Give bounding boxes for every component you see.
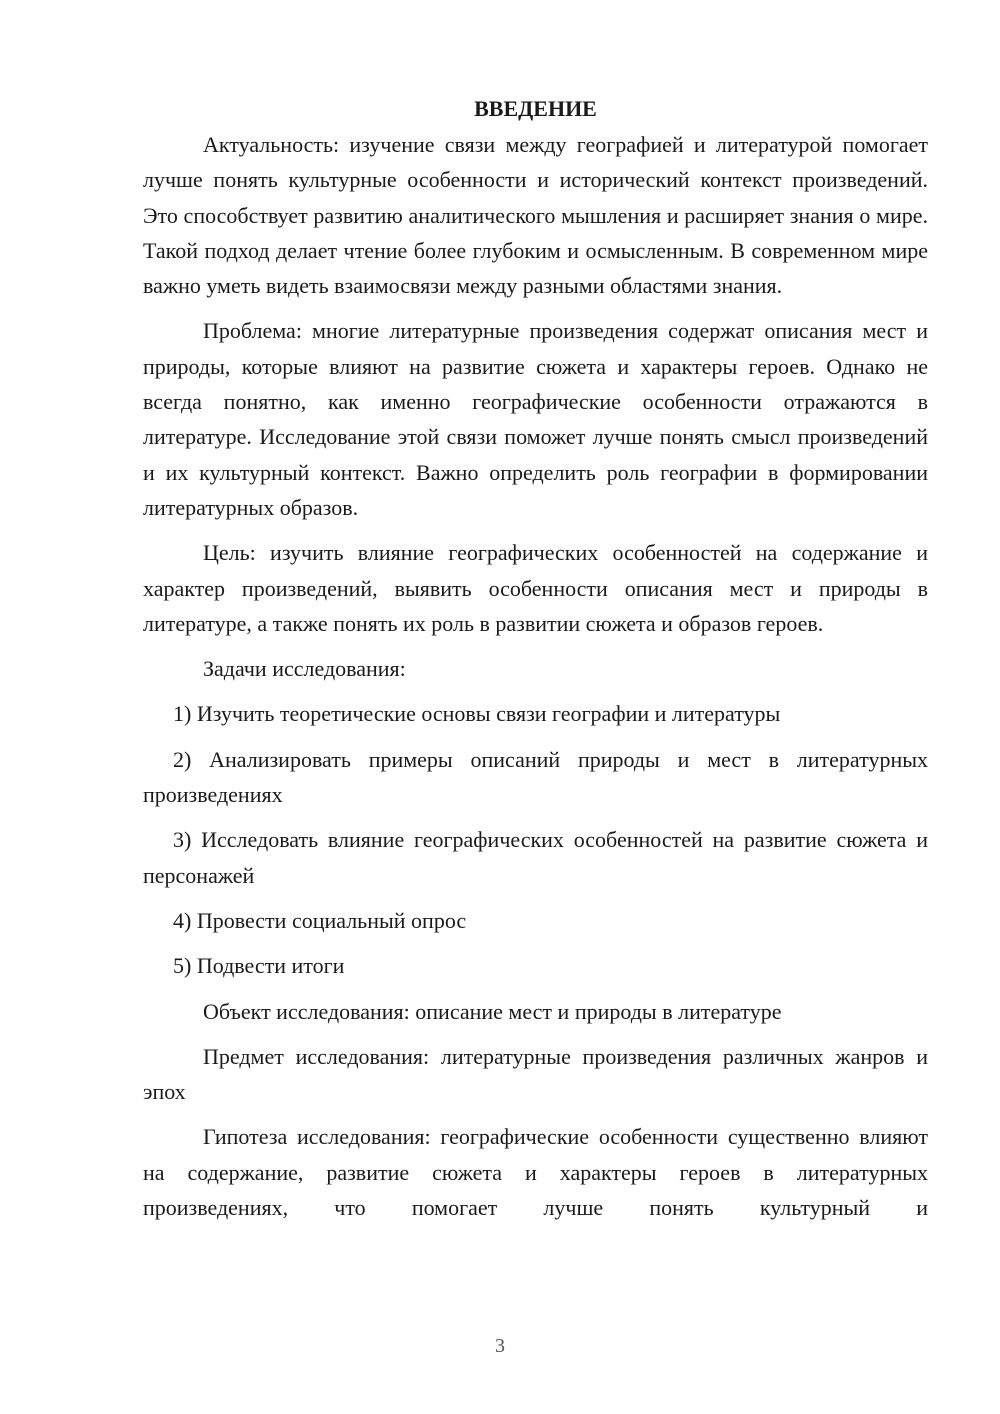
tasks-heading: Задачи исследования: <box>203 656 406 682</box>
section-heading: ВВЕДЕНИЕ <box>474 96 597 121</box>
task-item: 2) Анализировать примеры описаний природы и мест в литературных произведениях <box>143 746 928 808</box>
task-item: 3) Исследовать влияние географических особенностей на развитие сюжета и персонажей <box>143 827 928 888</box>
document-page <box>143 92 928 1235</box>
task-item: 1) Изучить теоретические основы связи географии и литературы <box>173 701 781 727</box>
subject-paragraph: Предмет исследования: литературные произведения различных жанров и эпох <box>143 1043 928 1105</box>
hypothesis-paragraph: Гипотеза исследования: географические особенности существенно влияют на содержание, развитие сюжета и характеры героев в литературных произведениях, что помогает лучше понять культурный и <box>143 1124 928 1221</box>
task-item: 4) Провести социальный опрос <box>173 907 467 933</box>
goal-paragraph: Цель: изучить влияние географических особенностей на содержание и характер произведений, выявить особенности описания мест и природы в литературе, а также понять их роль в развитии сюжета и образов героев. <box>143 540 928 636</box>
relevance-paragraph: Актуальность: изучение связи между географией и литературой помогает лучше понять культурные особенности и исторический контекст произведений. Это способствует развитию аналитического мышления и расширяет знания о мире. Такой подход делает чтение более глубоким и осмысленным. В современном мире важно уметь видеть взаимосвязи между разными областями знания. <box>143 132 928 299</box>
page-number: 3 <box>495 1335 505 1357</box>
object-paragraph: Объект исследования: описание мест и природы в литературе <box>203 998 782 1024</box>
task-item: 5) Подвести итоги <box>173 953 345 979</box>
problem-paragraph: Проблема: многие литературные произведения содержат описания мест и природы, которые влияют на развитие сюжета и характеры героев. Однако не всегда понятно, как именно географические особенности отражаются в литературе. Исследование этой связи поможет лучше понять смысл произведений и их культурный контекст. Важно определить роль географии в формировании литературных образов. <box>143 318 928 520</box>
